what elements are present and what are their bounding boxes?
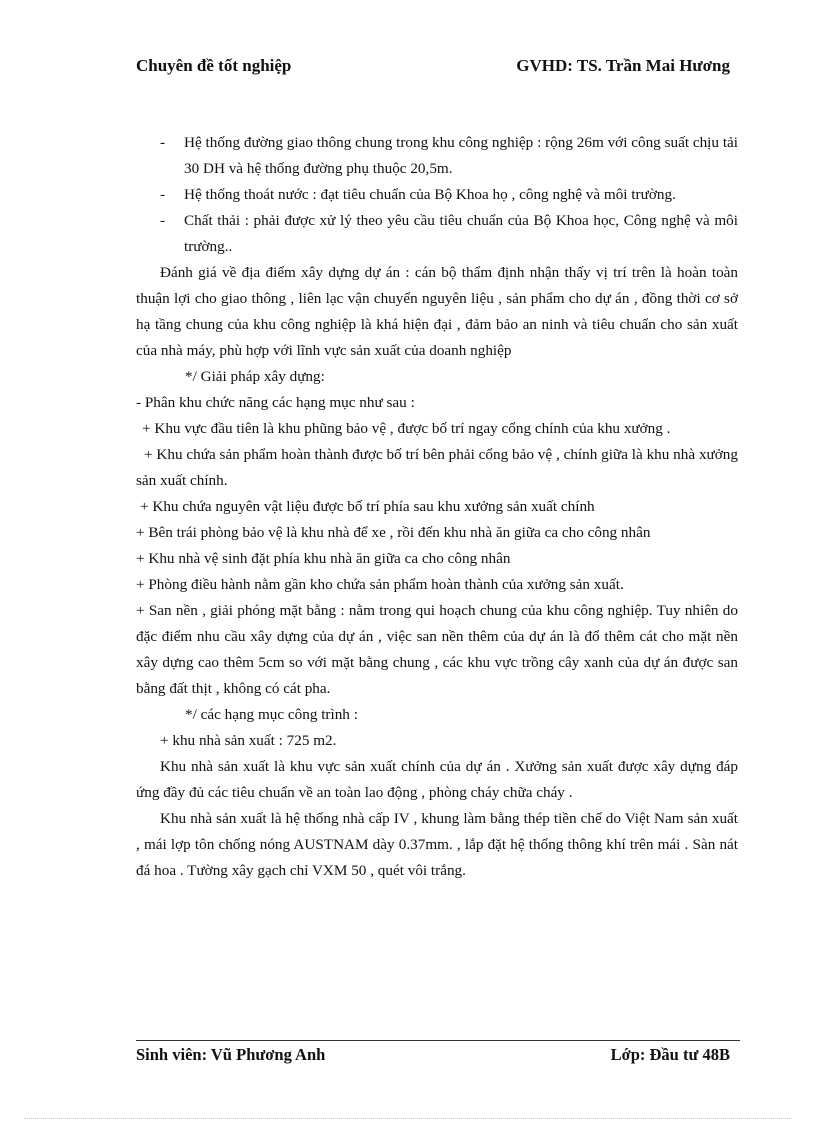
page-break-line (24, 1118, 792, 1119)
bullet-text: Chất thải : phải được xử lý theo yêu cầu tiêu chuẩn của Bộ Khoa học, Công nghệ và môi trường.. (184, 212, 738, 255)
heading-work-items: */ các hạng mục công trình : (185, 706, 358, 723)
header-topic: Chuyên đề tốt nghiệp (136, 56, 292, 75)
bullet-text: Hệ thống đường giao thông chung trong khu công nghiệp : rộng 26m với công suất chịu tải 30 DH và hệ thống đường phụ thuộc 20,5m. (184, 134, 738, 177)
paragraph-zone-guard: + Khu vực đầu tiên là khu phũng bảo vệ , được bố trí ngay cổng chính của khu xưởng . (142, 420, 671, 437)
paragraph-zone-toilet: + Khu nhà vệ sinh đặt phía khu nhà ăn giữa ca cho công nhân (136, 550, 511, 567)
page-header (136, 56, 732, 82)
footer-class: Lớp: Đầu tư 48B (610, 1045, 730, 1064)
document-body (136, 130, 738, 884)
page-footer (136, 1045, 732, 1069)
paragraph-ground-leveling: + San nền , giải phóng mặt bằng : nằm trong qui hoạch chung của khu công nghiệp. Tuy nhiên do đặc điểm nhu cầu xây dựng của dự án , việc san nền thêm của dự án là đổ thêm cát cho mặt nền xây dựng cao thêm 5cm so với mặt bằng chung , các khu vực trồng cây xanh của dự án được san bằng đất thịt , không có cát pha. (136, 602, 738, 697)
heading-construction-solution: */ Giải pháp xây dựng: (185, 368, 325, 385)
footer-student: Sinh viên: Vũ Phương Anh (136, 1045, 326, 1064)
bullet-text: Hệ thống thoát nước : đạt tiêu chuẩn của Bộ Khoa họ , công nghệ và môi trường. (184, 186, 676, 203)
header-supervisor: GVHD: TS. Trần Mai Hương (516, 56, 730, 75)
paragraph-factory-structure: Khu nhà sản xuất là hệ thống nhà cấp IV , khung làm bằng thép tiền chế do Việt Nam sản xuất , mái lợp tôn chống nóng AUSTNAM dày 0.37mm. , lắp đặt hệ thống thông khí trên mái . Sàn nát đá hoa . Tường xây gạch chỉ VXM 50 , quét vôi trắng. (136, 810, 738, 879)
bullet-dash: - (160, 186, 166, 203)
bullet-item (136, 208, 738, 260)
bullet-dash: - (160, 212, 166, 229)
bullet-item (136, 130, 738, 182)
paragraph-zone-products: + Khu chứa sản phẩm hoàn thành được bố trí bên phải cổng bảo vệ , chính giữa là khu nhà xưởng sản xuất chính. (136, 446, 738, 489)
bullet-dash: - (160, 134, 166, 151)
footer-divider (136, 1040, 740, 1041)
paragraph-zone-parking: + Bên trái phòng bảo vệ là khu nhà để xe , rồi đến khu nhà ăn giữa ca cho công nhân (136, 524, 651, 541)
paragraph-zoning: - Phân khu chức năng các hạng mục như sau : (136, 394, 415, 411)
paragraph-site-assessment: Đánh giá về địa điểm xây dựng dự án : cán bộ thẩm định nhận thấy vị trí trên là hoàn toàn thuận lợi cho giao thông , liên lạc vận chuyển nguyên liệu , sản phẩm cho dự án , đồng thời cơ sở hạ tầng chung của khu công nghiệp là khá hiện đại , đảm bảo an ninh và tiêu chuẩn cho sản xuất của nhà máy, phù hợp với lĩnh vực sản xuất của doanh nghiệp (136, 264, 738, 359)
bullet-item (136, 182, 738, 208)
paragraph-zone-office: + Phòng điều hành nằm gần kho chứa sản phẩm hoàn thành của xưởng sản xuất. (136, 576, 624, 593)
paragraph-zone-materials: + Khu chứa nguyên vật liệu được bố trí phía sau khu xưởng sản xuất chính (140, 498, 595, 515)
paragraph-factory-standards: Khu nhà sản xuất là khu vực sản xuất chính của dự án . Xưởng sản xuất được xây dựng đáp ứng đầy đủ các tiêu chuẩn về an toàn lao động , phòng cháy chữa cháy . (136, 758, 738, 801)
paragraph-factory-area: + khu nhà sản xuất : 725 m2. (160, 732, 337, 749)
